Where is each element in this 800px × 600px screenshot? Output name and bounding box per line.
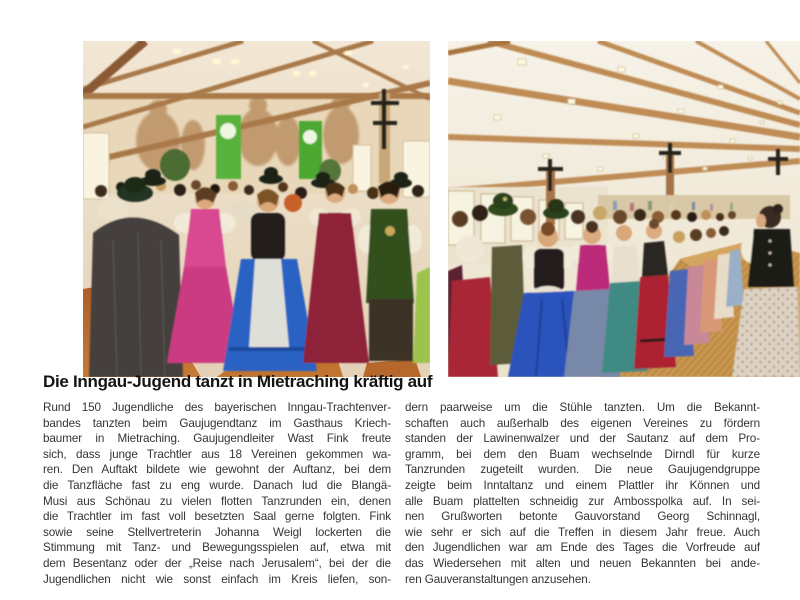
- photo-dance-floor: [83, 41, 430, 377]
- text-line: alle Buam plattelten schneidig zur Ambosspolka auf. In sei-: [405, 494, 760, 508]
- text-line: ren. Den Auftakt bildete wie gewohnt der Auftanz, bei dem: [43, 463, 391, 477]
- text-line: dern paarweise um die Stühle tanzten. Um die Bekannt-: [405, 401, 760, 414]
- text-line: schaften auch außerhalb des eigenen Vereines zu fördern: [405, 416, 760, 430]
- text-line: den Jugendlichen war am Ende des Tages die Vorfreude auf: [405, 541, 760, 555]
- text-line: Stimmung mit Tanz- und Bewegungsspielen auf, etwa mit: [43, 541, 391, 555]
- text-line: baumer in Mietraching. Gaujugendleiter Wast Fink freute: [43, 432, 391, 446]
- text-line: sowie seine Stellvertreterin Johanna Weigl lockerten die: [43, 525, 391, 539]
- text-line: das Wiedersehen mit alten und neuen Bekannten bei ande-: [405, 556, 760, 570]
- left-photo-illustration: [83, 41, 430, 377]
- text-line: Rund 150 Jugendliche des bayerischen Inngau-Trachtenver-: [43, 401, 391, 414]
- right-photo-illustration: [448, 41, 800, 377]
- article-column-left: [43, 400, 391, 587]
- text-line: die Tanzfläche fast zu eng wurde. Danach lud die Blangä-: [43, 478, 391, 492]
- text-line: Musi aus Schönau zu vielen flotten Tanzrunden ein, denen: [43, 494, 391, 508]
- text-line: zeigte beim Inntaltanz und einem Plattler ihr Können und: [405, 478, 760, 492]
- text-line: nen Grußworten betonte Gauvorstand Georg Schinnagl,: [405, 510, 760, 524]
- text-line: sich, dass junge Trachtler aus 18 Vereinen gekommen wa-: [43, 447, 391, 461]
- article-column-right: [405, 400, 760, 587]
- article-headline: Die Inngau-Jugend tanzt in Mietraching kräftig auf: [43, 372, 433, 392]
- text-line: gramm, bei dem den Buam wechselnde Dirndl für kurze: [405, 447, 760, 461]
- text-line: Tanzrunden zugeteilt wurden. Die neue Gaujugendgruppe: [405, 463, 760, 477]
- text-line: dem Besentanz oder der „Reise nach Jerusalem“, bei der die: [43, 556, 391, 570]
- text-line: die Trachtler im fast voll besetzten Saal gerne folgten. Fink: [43, 510, 391, 524]
- text-line: ren Gauveranstaltungen anzusehen.: [405, 572, 591, 586]
- text-line: standen der Lawinenwalzer und der Sautanz auf dem Pro-: [405, 432, 760, 446]
- text-line: bandes tanzten beim Gaujugendtanz im Gasthaus Kriech-: [43, 416, 391, 430]
- photo-dancer-rows: [448, 41, 800, 377]
- text-line: wie sehr er sich auf die Treffen in diesem Jahr freue. Auch: [405, 525, 760, 539]
- text-line: Jugendlichen nicht wie sonst einfach im Kreis liefen, son-: [43, 572, 391, 586]
